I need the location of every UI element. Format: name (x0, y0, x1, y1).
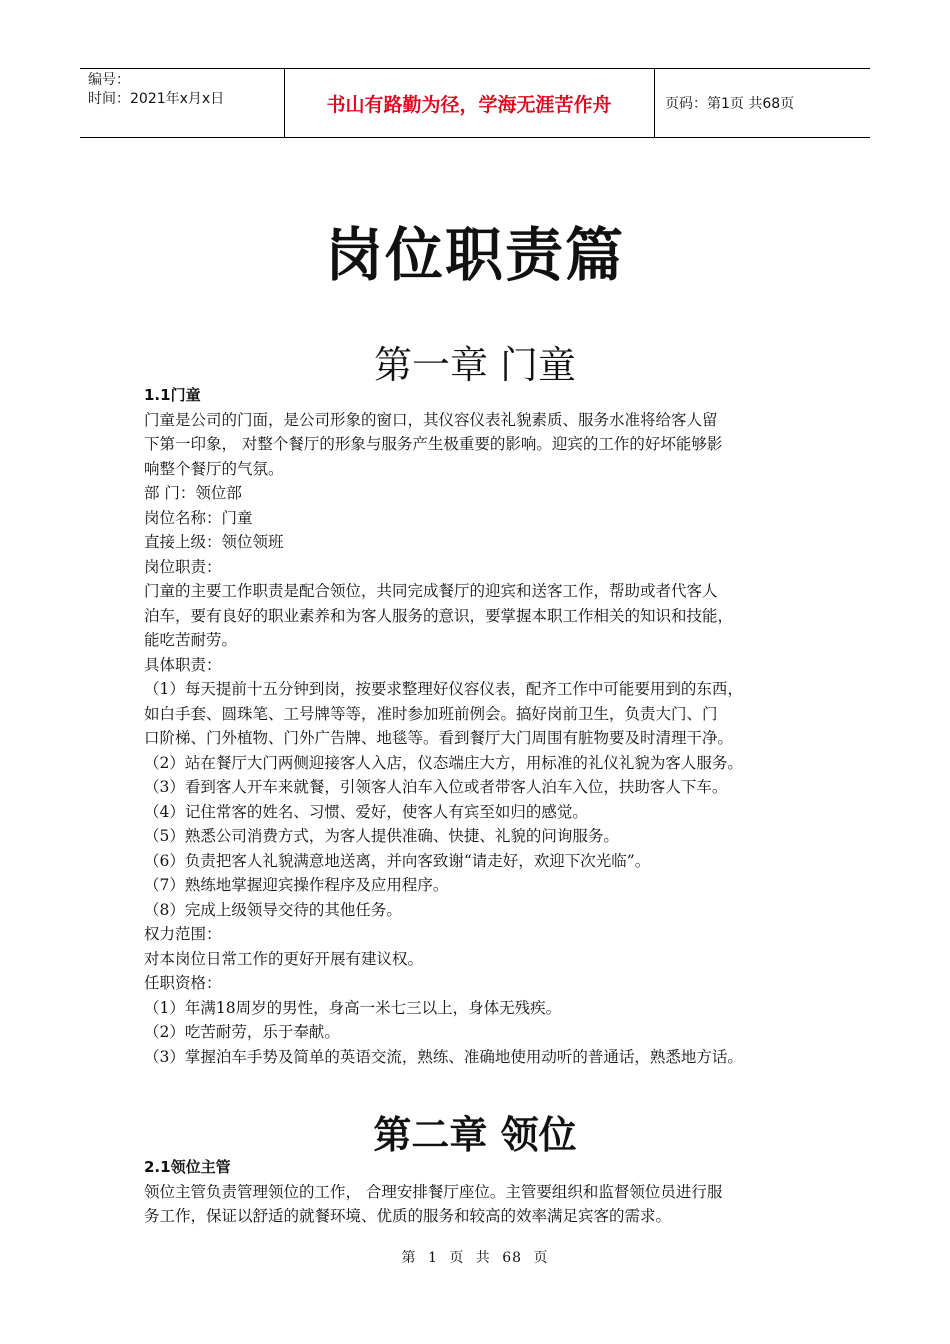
footer-total-word: 共 (475, 1250, 491, 1266)
footer-total-number: 68 (502, 1250, 523, 1266)
header-motto: 书山有路勤为径，学海无涯苦作舟 (326, 93, 612, 116)
text-line: 直接上级：领位领班 (144, 533, 284, 551)
text-line: 下第一印象， 对整个餐厅的形象与服务产生极重要的影响。迎宾的工作的好坏能够影 (144, 435, 723, 453)
text-line: （2）吃苦耐劳，乐于奉献。 (144, 1023, 340, 1041)
text-line: 响整个餐厅的气氛。 (144, 459, 284, 478)
footer-page-unit: 页 (449, 1250, 465, 1266)
section-heading: 1.1门童 (144, 386, 201, 404)
footer-page-word: 第 (401, 1250, 417, 1266)
chapter2-lines (144, 1180, 820, 1229)
text-line: （8）完成上级领导交待的其他任务。 (144, 900, 402, 919)
text-line: 对本岗位日常工作的更好开展有建议权。 (144, 949, 424, 968)
text-line: 领位主管负责管理领位的工作， 合理安排餐厅座位。主管要组织和监督领位员进行服 (144, 1182, 723, 1201)
header-page-info: 页码：第1页 共68页 (665, 96, 795, 112)
page-footer (0, 1247, 950, 1267)
text-line: 任职资格： (144, 974, 222, 992)
text-line: 泊车，要有良好的职业素养和为客人服务的意识，要掌握本职工作相关的知识和技能， (144, 606, 734, 625)
text-line: 门童是公司的门面，是公司形象的窗口，其仪容仪表礼貌素质、服务水准将给客人留 (144, 410, 718, 429)
chapter1-lines (144, 408, 820, 1070)
text-line: （1）每天提前十五分钟到岗，按要求整理好仪容仪表，配齐工作中可能要用到的东西， (144, 680, 743, 698)
text-line: 具体职责： (144, 655, 222, 674)
text-line: （5）熟悉公司消费方式，为客人提供准确、快捷、礼貌的问询服务。 (144, 827, 619, 845)
section-heading: 2.1领位主管 (144, 1158, 231, 1176)
text-line: 权力范围： (144, 925, 222, 943)
text-line: 岗位名称：门童 (144, 508, 253, 527)
text-line: （7）熟练地掌握迎宾操作程序及应用程序。 (144, 876, 449, 894)
page-header (80, 68, 870, 138)
header-divider-right (654, 69, 655, 137)
serial-label: 编号： (88, 72, 130, 88)
text-line: 部 门：领位部 (144, 484, 242, 502)
chapter2-body (144, 1155, 820, 1229)
footer-page-number: 1 (427, 1250, 438, 1266)
chapter1-body (144, 383, 820, 1069)
text-line: （2）站在餐厅大门两侧迎接客人入店，仪态端庄大方，用标准的礼仪礼貌为客人服务。 (144, 753, 743, 772)
text-line: （4）记住常客的姓名、习惯、爱好，使客人有宾至如归的感觉。 (144, 802, 588, 821)
text-line: 门童的主要工作职责是配合领位，共同完成餐厅的迎宾和送客工作，帮助或者代客人 (144, 582, 718, 600)
text-line: （3）看到客人开车来就餐，引领客人泊车入位或者带客人泊车入位，扶助客人下车。 (144, 778, 728, 796)
text-line: 能吃苦耐劳。 (144, 631, 238, 649)
footer-total-unit: 页 (533, 1250, 549, 1266)
text-line: （1）年满18周岁的男性，身高一米七三以上，身体无残疾。 (144, 998, 562, 1017)
text-line: （3）掌握泊车手势及简单的英语交流，熟练、准确地使用动听的普通话，熟悉地方话。 (144, 1047, 743, 1066)
header-meta (88, 71, 224, 109)
chapter2-title: 第二章 领位 (373, 1113, 577, 1157)
text-line: 如白手套、圆珠笔、工号牌等等，准时参加班前例会。搞好岗前卫生，负责大门、门 (144, 704, 718, 723)
chapter1-title: 第一章 门童 (373, 343, 577, 387)
text-line: 口阶梯、门外植物、门外广告牌、地毯等。看到餐厅大门周围有脏物要及时清理干净。 (144, 729, 734, 747)
text-line: 岗位职责： (144, 557, 222, 576)
text-line: （6）负责把客人礼貌满意地送离，并向客致谢“请走好，欢迎下次光临”。 (144, 851, 651, 870)
document-title: 岗位职责篇 (324, 221, 625, 289)
text-line: 务工作，保证以舒适的就餐环境、优质的服务和较高的效率满足宾客的需求。 (144, 1207, 672, 1225)
time-label: 时间：2021年x月x日 (88, 91, 225, 107)
